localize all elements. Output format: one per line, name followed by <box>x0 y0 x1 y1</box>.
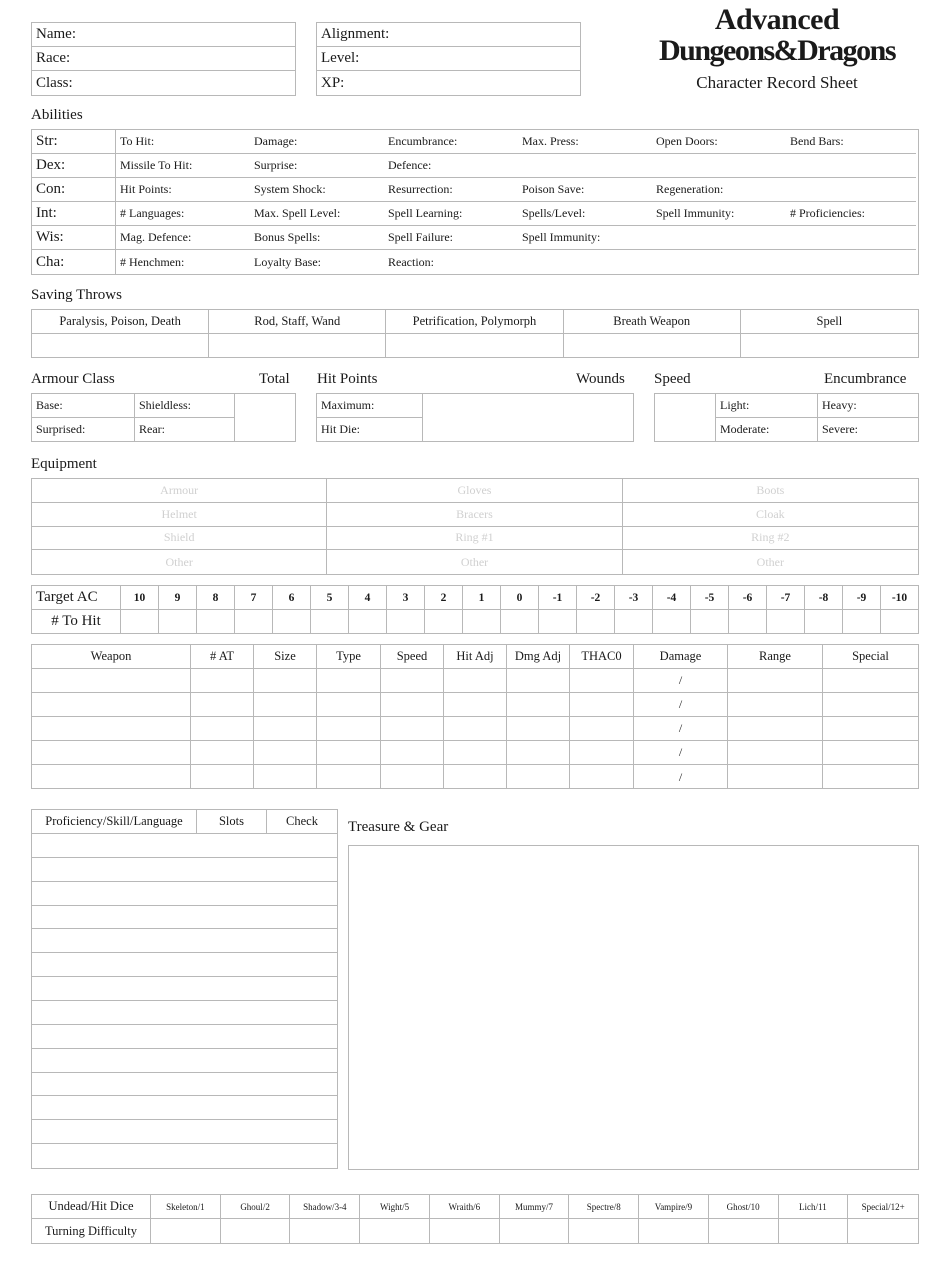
weapon-cell[interactable]: / <box>634 669 728 693</box>
ability-name: Int: <box>32 202 116 226</box>
undead-type: Skeleton/1 <box>151 1195 221 1219</box>
weapon-header: Special <box>823 645 918 669</box>
equipment-slot[interactable]: Other <box>327 550 622 574</box>
undead-type: Special/12+ <box>848 1195 918 1219</box>
proficiency-row[interactable] <box>32 1025 337 1049</box>
to-hit-field[interactable] <box>463 610 501 633</box>
save-header: Breath Weapon <box>564 310 741 334</box>
ability-field[interactable]: To Hit: <box>116 130 250 154</box>
weapon-cell[interactable] <box>381 717 444 741</box>
ability-field[interactable]: Max. Spell Level: <box>250 202 384 226</box>
saving-throws-title: Saving Throws <box>31 287 122 303</box>
alignment-field[interactable]: Alignment: <box>317 23 580 47</box>
turning-field[interactable] <box>151 1219 221 1243</box>
to-hit-field[interactable] <box>349 610 387 633</box>
proficiency-row[interactable] <box>32 929 337 953</box>
to-hit-field[interactable] <box>197 610 235 633</box>
equipment-slot[interactable]: Bracers <box>327 503 622 527</box>
weapon-cell[interactable] <box>444 693 507 717</box>
ability-field[interactable]: Bonus Spells: <box>250 226 384 250</box>
weapon-cell[interactable] <box>507 717 570 741</box>
weapon-cell[interactable] <box>317 669 381 693</box>
undead-type: Wight/5 <box>360 1195 430 1219</box>
equipment-slot[interactable]: Ring #2 <box>623 527 918 551</box>
ac-base-field[interactable]: Base: <box>32 394 135 418</box>
weapon-cell[interactable] <box>191 741 254 765</box>
undead-type: Spectre/8 <box>569 1195 639 1219</box>
armour-class-title: Armour Class <box>31 371 115 387</box>
weapon-cell[interactable] <box>32 765 191 789</box>
ability-field[interactable]: # Proficiencies: <box>786 202 916 226</box>
enc-light-field[interactable]: Light: <box>716 394 818 418</box>
ability-field[interactable]: Open Doors: <box>652 130 786 154</box>
ac-shieldless-field[interactable]: Shieldless: <box>135 394 235 418</box>
ability-field[interactable]: Hit Points: <box>116 178 250 202</box>
ability-field[interactable]: Loyalty Base: <box>254 254 321 269</box>
armour-total-label: Total <box>259 371 290 387</box>
weapon-cell[interactable] <box>823 765 918 789</box>
target-ac-value: -8 <box>805 586 843 610</box>
proficiency-row[interactable] <box>32 1144 337 1168</box>
ability-field[interactable]: Missile To Hit: <box>116 154 250 178</box>
weapon-cell[interactable] <box>823 669 918 693</box>
weapon-cell[interactable] <box>728 717 823 741</box>
ability-field[interactable] <box>518 250 652 274</box>
logo <box>612 4 942 74</box>
target-ac-value: -7 <box>767 586 805 610</box>
weapon-cell[interactable] <box>191 717 254 741</box>
hit-points-box <box>316 393 634 442</box>
proficiency-row[interactable] <box>32 1049 337 1073</box>
weapon-cell[interactable] <box>381 693 444 717</box>
to-hit-field[interactable] <box>311 610 349 633</box>
save-value-field[interactable] <box>32 334 209 357</box>
weapon-cell[interactable] <box>317 741 381 765</box>
equipment-slot[interactable]: Armour <box>32 479 327 503</box>
save-value-field[interactable] <box>209 334 386 357</box>
save-value-field[interactable] <box>741 334 918 357</box>
proficiency-row[interactable] <box>32 1001 337 1025</box>
proficiency-header: Slots <box>197 810 267 834</box>
ability-name: Str: <box>32 130 116 154</box>
ability-name: Cha: <box>32 250 116 274</box>
weapon-cell[interactable] <box>570 741 634 765</box>
ability-field[interactable]: Resurrection: <box>384 178 518 202</box>
turning-field[interactable] <box>500 1219 570 1243</box>
ability-field[interactable] <box>652 250 786 274</box>
weapon-header: Size <box>254 645 317 669</box>
ability-field[interactable] <box>652 154 786 178</box>
ability-field[interactable]: Spell Failure: <box>384 226 518 250</box>
proficiency-row[interactable] <box>32 858 337 882</box>
ability-field[interactable]: Regeneration: <box>652 178 786 202</box>
level-field[interactable]: Level: <box>317 47 580 71</box>
save-value-field[interactable] <box>564 334 741 357</box>
treasure-title: Treasure & Gear <box>348 819 449 835</box>
weapon-cell[interactable] <box>32 693 191 717</box>
ac-total-field[interactable] <box>235 394 295 441</box>
class-field[interactable]: Class: <box>36 74 73 91</box>
weapon-cell[interactable] <box>570 669 634 693</box>
target-ac-value: 6 <box>273 586 311 610</box>
turning-field[interactable] <box>221 1219 291 1243</box>
abilities-title: Abilities <box>31 107 83 123</box>
to-hit-field[interactable] <box>843 610 881 633</box>
to-hit-field[interactable] <box>425 610 463 633</box>
weapon-cell[interactable]: / <box>634 693 728 717</box>
weapon-cell[interactable] <box>32 669 191 693</box>
weapon-cell[interactable] <box>317 693 381 717</box>
weapon-cell[interactable] <box>381 669 444 693</box>
target-ac-value: -1 <box>539 586 577 610</box>
target-ac-value: 4 <box>349 586 387 610</box>
proficiency-header: Proficiency/Skill/Language <box>32 810 197 834</box>
weapon-header: Type <box>317 645 381 669</box>
hp-hit-die-field[interactable]: Hit Die: <box>317 418 423 441</box>
turning-field[interactable] <box>430 1219 500 1243</box>
weapon-cell[interactable] <box>317 765 381 789</box>
equipment-title: Equipment <box>31 456 97 472</box>
xp-field[interactable]: XP: <box>321 74 345 91</box>
proficiency-row[interactable] <box>32 1096 337 1120</box>
to-hit-field[interactable] <box>767 610 805 633</box>
weapon-cell[interactable] <box>254 669 317 693</box>
to-hit-field[interactable] <box>653 610 691 633</box>
to-hit-field[interactable] <box>577 610 615 633</box>
ability-field[interactable]: Mag. Defence: <box>116 226 250 250</box>
enc-severe-field[interactable]: Severe: <box>822 422 858 436</box>
ability-field[interactable]: Encumbrance: <box>384 130 518 154</box>
proficiency-row[interactable] <box>32 977 337 1001</box>
weapon-cell[interactable] <box>444 669 507 693</box>
equipment-slot[interactable]: Cloak <box>623 503 918 527</box>
target-ac-value: 5 <box>311 586 349 610</box>
turning-field[interactable] <box>569 1219 639 1243</box>
ability-field[interactable] <box>786 250 916 274</box>
weapon-header: # AT <box>191 645 254 669</box>
ability-name: Con: <box>32 178 116 202</box>
equipment-slot[interactable]: Boots <box>623 479 918 503</box>
ability-field[interactable]: System Shock: <box>250 178 384 202</box>
speed-field[interactable] <box>655 394 716 441</box>
weapon-cell[interactable] <box>381 765 444 789</box>
to-hit-field[interactable] <box>691 610 729 633</box>
to-hit-field[interactable] <box>805 610 843 633</box>
undead-type: Wraith/6 <box>430 1195 500 1219</box>
proficiencies-table <box>31 809 338 1169</box>
to-hit-field[interactable] <box>539 610 577 633</box>
ability-field[interactable]: Spell Learning: <box>384 202 518 226</box>
ability-field[interactable]: Reaction: <box>388 254 434 269</box>
turning-field[interactable] <box>848 1219 918 1243</box>
identity-left-box <box>31 22 296 96</box>
weapon-cell[interactable] <box>254 693 317 717</box>
to-hit-field[interactable] <box>387 610 425 633</box>
ability-field[interactable]: Surprise: <box>250 154 384 178</box>
equipment-slot[interactable]: Gloves <box>327 479 622 503</box>
weapon-cell[interactable] <box>728 741 823 765</box>
abilities-table <box>31 129 919 275</box>
turning-field[interactable] <box>360 1219 430 1243</box>
saving-throws-table <box>31 309 919 358</box>
to-hit-field[interactable] <box>501 610 539 633</box>
ability-field[interactable] <box>786 178 916 202</box>
ability-field[interactable]: Poison Save: <box>518 178 652 202</box>
weapon-cell[interactable] <box>191 765 254 789</box>
weapon-cell[interactable] <box>570 765 634 789</box>
wounds-label: Wounds <box>576 371 625 387</box>
target-ac-value: 0 <box>501 586 539 610</box>
weapon-header: Dmg Adj <box>507 645 570 669</box>
target-ac-value: 7 <box>235 586 273 610</box>
weapon-cell[interactable] <box>254 717 317 741</box>
target-ac-value: -2 <box>577 586 615 610</box>
ability-field[interactable]: # Henchmen: <box>120 254 185 269</box>
target-ac-value: 1 <box>463 586 501 610</box>
weapon-cell[interactable] <box>191 693 254 717</box>
weapon-cell[interactable] <box>254 765 317 789</box>
enc-moderate-field[interactable]: Moderate: <box>716 418 818 441</box>
weapon-header: Range <box>728 645 823 669</box>
logo-line2: Dungeons&Dragons <box>658 34 896 67</box>
weapon-cell[interactable] <box>823 717 918 741</box>
undead-label: Undead/Hit Dice <box>32 1195 151 1219</box>
target-ac-value: 2 <box>425 586 463 610</box>
weapon-cell[interactable] <box>507 669 570 693</box>
undead-type: Lich/11 <box>779 1195 849 1219</box>
undead-turning-table <box>31 1194 919 1244</box>
ability-field[interactable]: Max. Press: <box>518 130 652 154</box>
proficiency-row[interactable] <box>32 1073 337 1097</box>
equipment-slot[interactable]: Ring #1 <box>327 527 622 551</box>
speed-box <box>654 393 919 442</box>
ability-field[interactable]: Defence: <box>384 154 518 178</box>
weapon-header: Damage <box>634 645 728 669</box>
turning-field[interactable] <box>779 1219 849 1243</box>
proficiency-header: Check <box>267 810 337 834</box>
wounds-field[interactable] <box>423 394 633 441</box>
turning-difficulty-label: Turning Difficulty <box>32 1219 151 1243</box>
treasure-area[interactable] <box>348 845 919 1170</box>
ability-name: Wis: <box>32 226 116 250</box>
race-field[interactable]: Race: <box>32 47 295 71</box>
logo-line1: Advanced <box>714 3 840 36</box>
target-ac-value: 10 <box>121 586 159 610</box>
proficiency-row[interactable] <box>32 882 337 906</box>
weapon-cell[interactable] <box>317 717 381 741</box>
to-hit-field[interactable] <box>615 610 653 633</box>
weapon-cell[interactable] <box>823 741 918 765</box>
to-hit-field[interactable] <box>729 610 767 633</box>
target-ac-value: -6 <box>729 586 767 610</box>
proficiency-row[interactable] <box>32 906 337 930</box>
weapon-cell[interactable]: / <box>634 741 728 765</box>
to-hit-field[interactable] <box>273 610 311 633</box>
save-header: Paralysis, Poison, Death <box>32 310 209 334</box>
equipment-slot[interactable]: Other <box>32 550 327 574</box>
weapon-cell[interactable] <box>570 693 634 717</box>
target-ac-value: -3 <box>615 586 653 610</box>
target-ac-value: -9 <box>843 586 881 610</box>
save-value-field[interactable] <box>386 334 563 357</box>
ability-field[interactable]: Spell Immunity: <box>652 202 786 226</box>
target-ac-value: 3 <box>387 586 425 610</box>
weapon-cell[interactable] <box>381 741 444 765</box>
to-hit-label: # To Hit <box>32 610 121 633</box>
ability-field[interactable]: # Languages: <box>116 202 250 226</box>
undead-type: Ghoul/2 <box>221 1195 291 1219</box>
turning-field[interactable] <box>639 1219 709 1243</box>
weapon-cell[interactable] <box>507 765 570 789</box>
ability-field[interactable] <box>786 226 916 250</box>
identity-right-box <box>316 22 581 96</box>
weapon-header: Speed <box>381 645 444 669</box>
undead-type: Vampire/9 <box>639 1195 709 1219</box>
target-ac-table <box>31 585 919 634</box>
turning-field[interactable] <box>709 1219 779 1243</box>
weapon-cell[interactable] <box>191 669 254 693</box>
hit-points-title: Hit Points <box>317 371 378 387</box>
weapon-cell[interactable] <box>728 693 823 717</box>
weapon-cell[interactable] <box>507 741 570 765</box>
weapon-cell[interactable] <box>32 741 191 765</box>
equipment-slot[interactable]: Helmet <box>32 503 327 527</box>
armour-class-box <box>31 393 296 442</box>
to-hit-field[interactable] <box>159 610 197 633</box>
turning-field[interactable] <box>290 1219 360 1243</box>
encumbrance-title: Encumbrance <box>824 371 907 387</box>
proficiency-row[interactable] <box>32 834 337 858</box>
weapon-cell[interactable] <box>728 765 823 789</box>
undead-type: Mummy/7 <box>500 1195 570 1219</box>
weapon-header: Hit Adj <box>444 645 507 669</box>
sheet-subtitle: Character Record Sheet <box>696 73 858 92</box>
enc-heavy-field[interactable]: Heavy: <box>818 394 918 418</box>
ac-surprised-field[interactable]: Surprised: <box>32 418 135 441</box>
hp-maximum-field[interactable]: Maximum: <box>317 394 423 418</box>
weapon-cell[interactable] <box>728 669 823 693</box>
ability-field[interactable] <box>518 154 652 178</box>
weapons-table <box>31 644 919 789</box>
weapon-cell[interactable]: / <box>634 765 728 789</box>
undead-type: Ghost/10 <box>709 1195 779 1219</box>
weapon-header: THAC0 <box>570 645 634 669</box>
target-ac-value: -5 <box>691 586 729 610</box>
undead-type: Shadow/3-4 <box>290 1195 360 1219</box>
ac-rear-field[interactable]: Rear: <box>135 418 235 441</box>
name-field[interactable]: Name: <box>32 23 295 47</box>
weapon-header: Weapon <box>32 645 191 669</box>
target-ac-value: 9 <box>159 586 197 610</box>
target-ac-value: -4 <box>653 586 691 610</box>
to-hit-field[interactable] <box>121 610 159 633</box>
ability-field[interactable] <box>786 154 916 178</box>
to-hit-field[interactable] <box>235 610 273 633</box>
weapon-cell[interactable] <box>507 693 570 717</box>
proficiency-row[interactable] <box>32 1120 337 1144</box>
weapon-cell[interactable] <box>823 693 918 717</box>
target-ac-label: Target AC <box>32 586 121 610</box>
ability-field[interactable]: Spells/Level: <box>518 202 652 226</box>
ability-field[interactable]: Spell Immunity: <box>518 226 652 250</box>
ability-field[interactable] <box>652 226 786 250</box>
ability-name: Dex: <box>32 154 116 178</box>
ability-field[interactable]: Damage: <box>250 130 384 154</box>
equipment-table <box>31 478 919 575</box>
proficiency-row[interactable] <box>32 953 337 977</box>
save-header: Petrification, Polymorph <box>386 310 563 334</box>
save-header: Rod, Staff, Wand <box>209 310 386 334</box>
equipment-slot[interactable]: Shield <box>32 527 327 551</box>
weapon-cell[interactable] <box>444 765 507 789</box>
save-header: Spell <box>741 310 918 334</box>
weapon-cell[interactable] <box>32 717 191 741</box>
weapon-cell[interactable]: / <box>634 717 728 741</box>
weapon-cell[interactable] <box>254 741 317 765</box>
ability-field[interactable]: Bend Bars: <box>786 130 916 154</box>
to-hit-field[interactable] <box>881 610 918 633</box>
weapon-cell[interactable] <box>444 717 507 741</box>
speed-title: Speed <box>654 371 691 387</box>
weapon-cell[interactable] <box>444 741 507 765</box>
target-ac-value: -10 <box>881 586 918 610</box>
equipment-slot[interactable]: Other <box>756 554 784 569</box>
weapon-cell[interactable] <box>570 717 634 741</box>
target-ac-value: 8 <box>197 586 235 610</box>
